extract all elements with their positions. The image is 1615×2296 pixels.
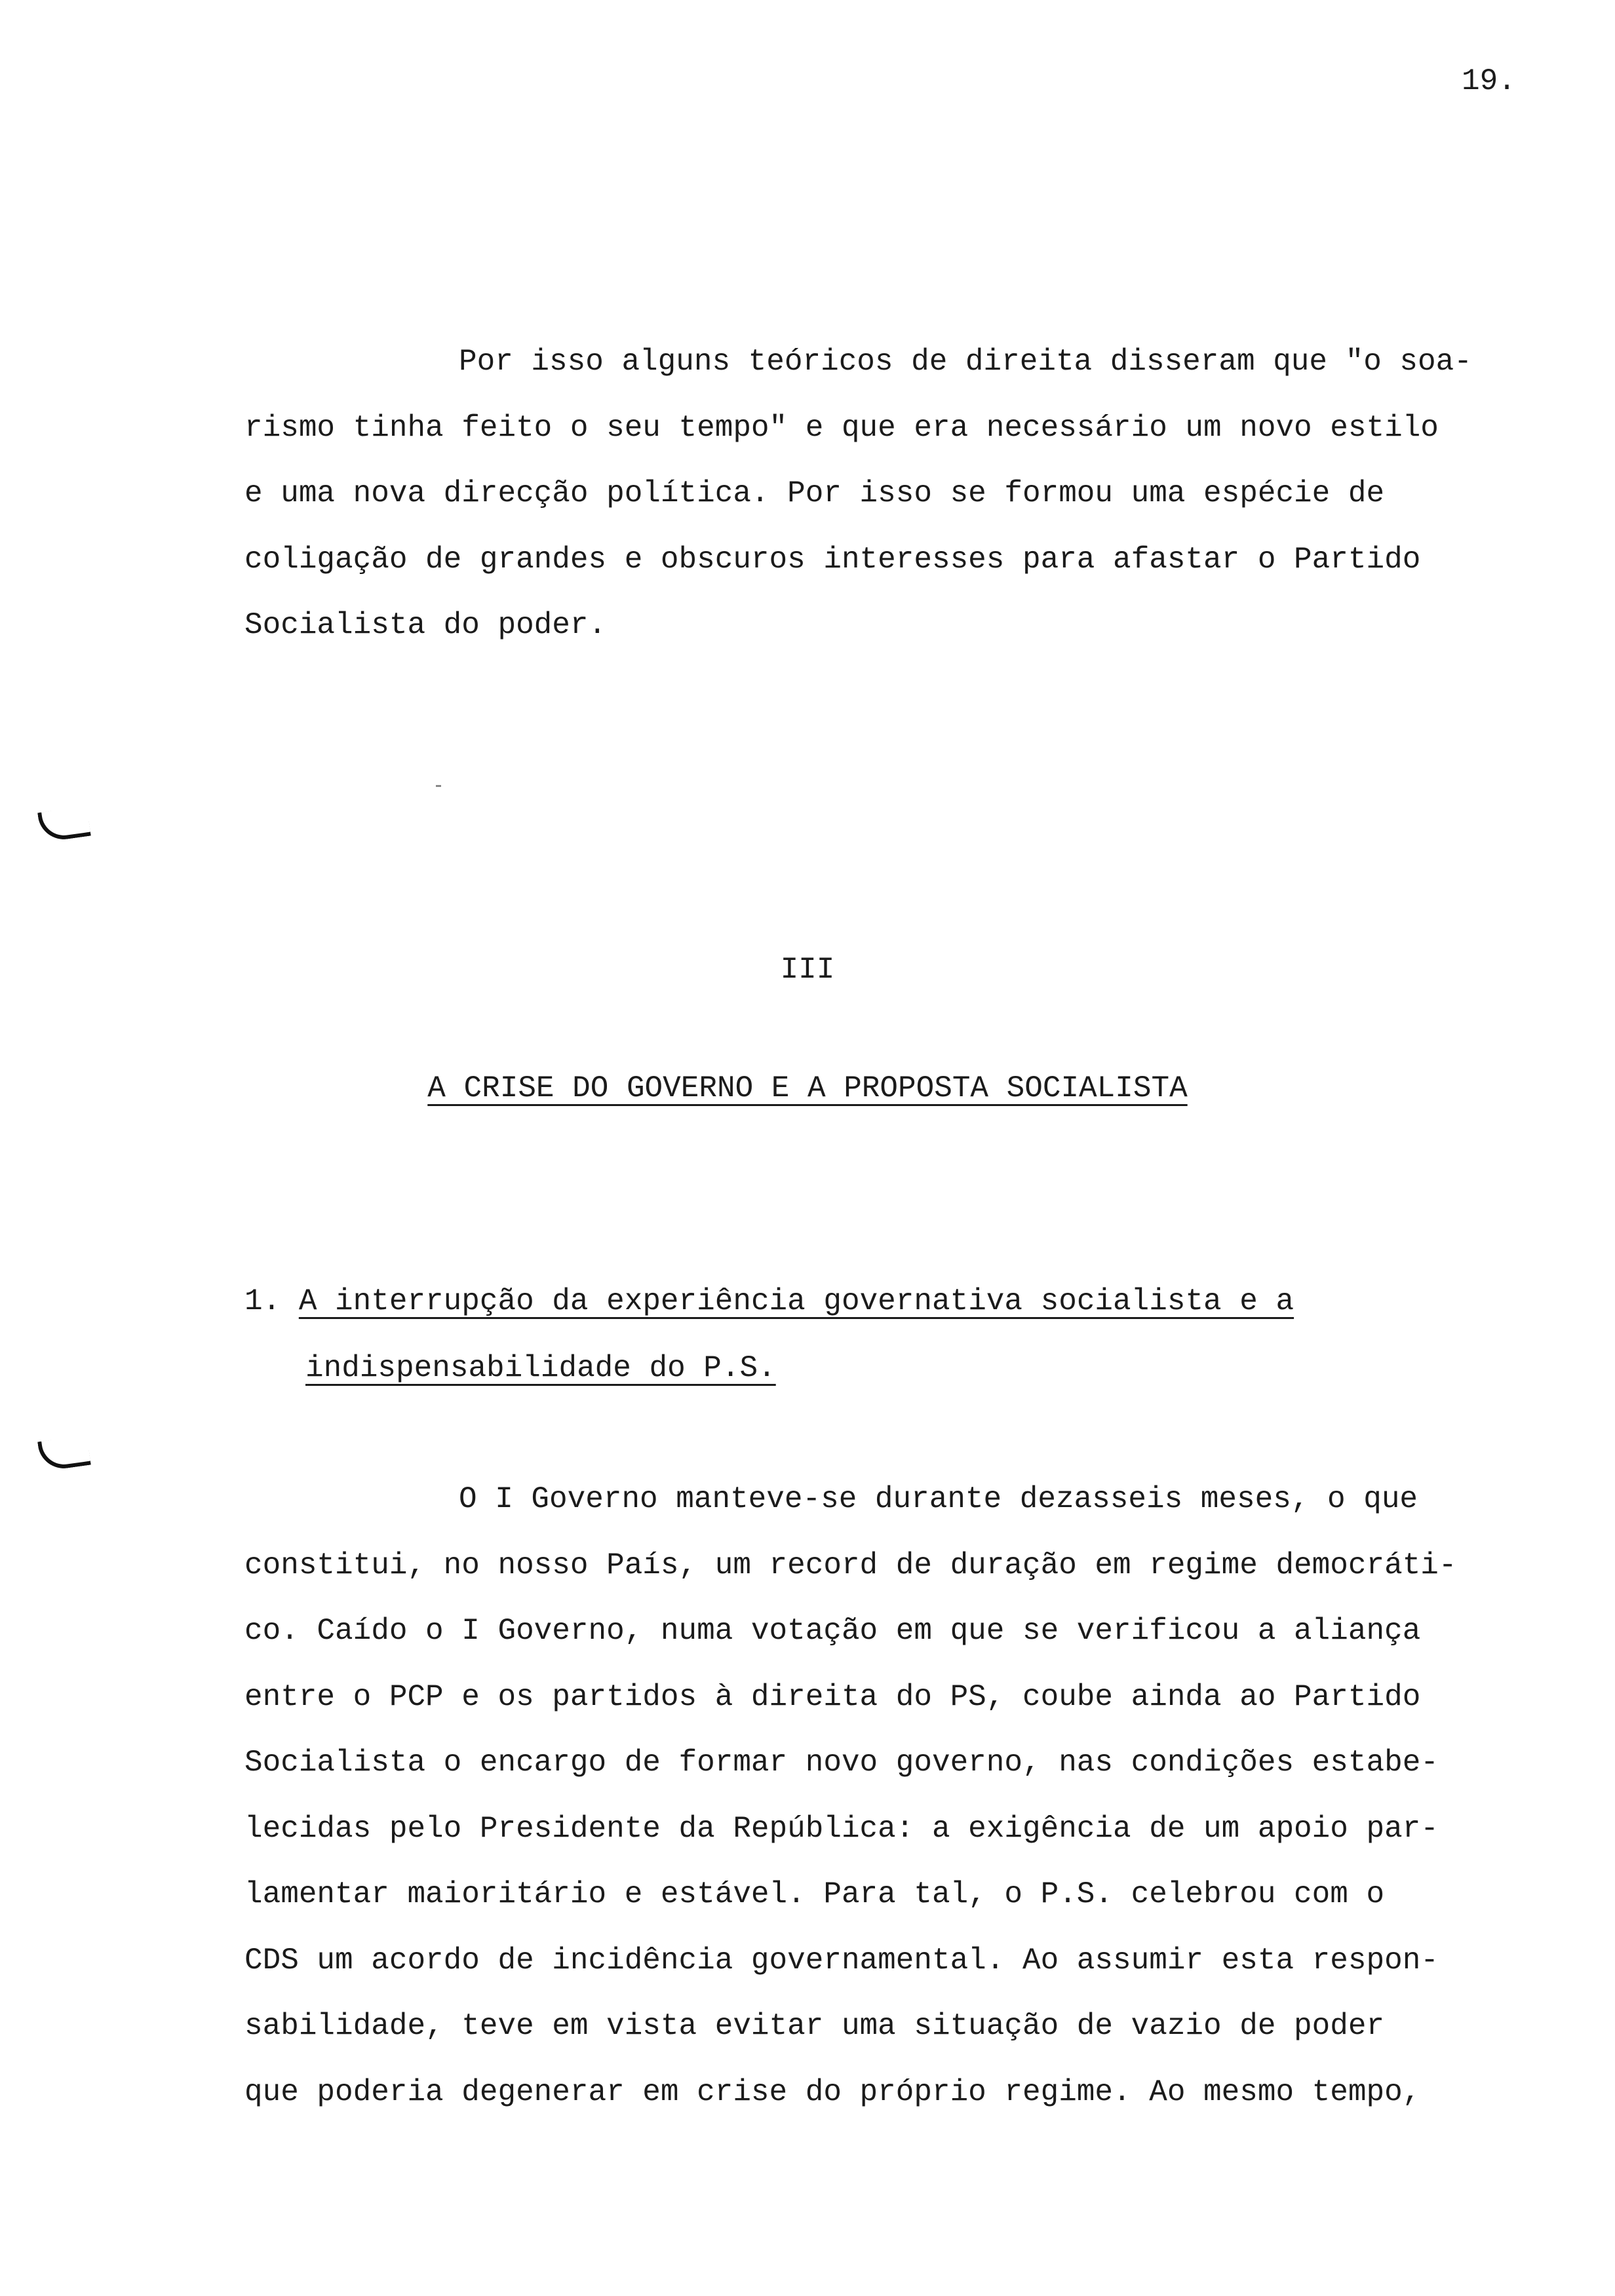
- paragraph2-line: sabilidade, teve em vista evitar uma situação de vazio de poder: [244, 2009, 1385, 2043]
- paragraph2-line: O I Governo manteve-se durante dezasseis meses, o que: [459, 1482, 1418, 1516]
- paragraph2-line: lecidas pelo Presidente da República: a exigência de um apoio par-: [244, 1812, 1439, 1846]
- page-number: 19.: [1462, 64, 1516, 98]
- section-heading-line1: [244, 1283, 1294, 1320]
- binder-mark: [37, 806, 91, 843]
- chapter-title-text: A CRISE DO GOVERNO E A PROPOSTA SOCIALISTA: [427, 1071, 1188, 1105]
- binder-mark: [37, 1435, 91, 1472]
- paragraph2-line: Socialista o encargo de formar novo governo, nas condições estabe-: [244, 1746, 1439, 1780]
- paragraph2-line: que poderia degenerar em crise do próprio regime. Ao mesmo tempo,: [244, 2075, 1421, 2109]
- paragraph2-line: constitui, no nosso País, um record de duração em regime democráti-: [244, 1548, 1457, 1582]
- paragraph1-line: rismo tinha feito o seu tempo" e que era necessário um novo estilo: [244, 411, 1439, 445]
- paragraph2-line: lamentar maioritário e estável. Para tal, o P.S. celebrou com o: [244, 1877, 1385, 1911]
- paragraph2-line: CDS um acordo de incidência governamental. Ao assumir esta respon-: [244, 1943, 1439, 1978]
- section-number: 1.: [244, 1284, 281, 1318]
- chapter-title: [0, 1070, 1615, 1107]
- paragraph2-line: entre o PCP e os partidos à direita do PS, coube ainda ao Partido: [244, 1680, 1421, 1714]
- paragraph1-line: Por isso alguns teóricos de direita disseram que "o soa-: [459, 345, 1472, 379]
- chapter-number: III: [780, 953, 835, 987]
- scan-speck: [436, 785, 441, 787]
- paragraph1-line: coligação de grandes e obscuros interesses para afastar o Partido: [244, 543, 1421, 577]
- paragraph1-line: e uma nova direcção política. Por isso se formou uma espécie de: [244, 476, 1385, 510]
- section-heading-line2: [305, 1350, 776, 1387]
- section-title-line1: A interrupção da experiência governativa socialista e a: [298, 1284, 1294, 1318]
- paragraph1-line: Socialista do poder.: [244, 608, 607, 642]
- section-title-line2: indispensabilidade do P.S.: [305, 1351, 776, 1385]
- paragraph2-line: co. Caído o I Governo, numa votação em que se verificou a aliança: [244, 1614, 1421, 1648]
